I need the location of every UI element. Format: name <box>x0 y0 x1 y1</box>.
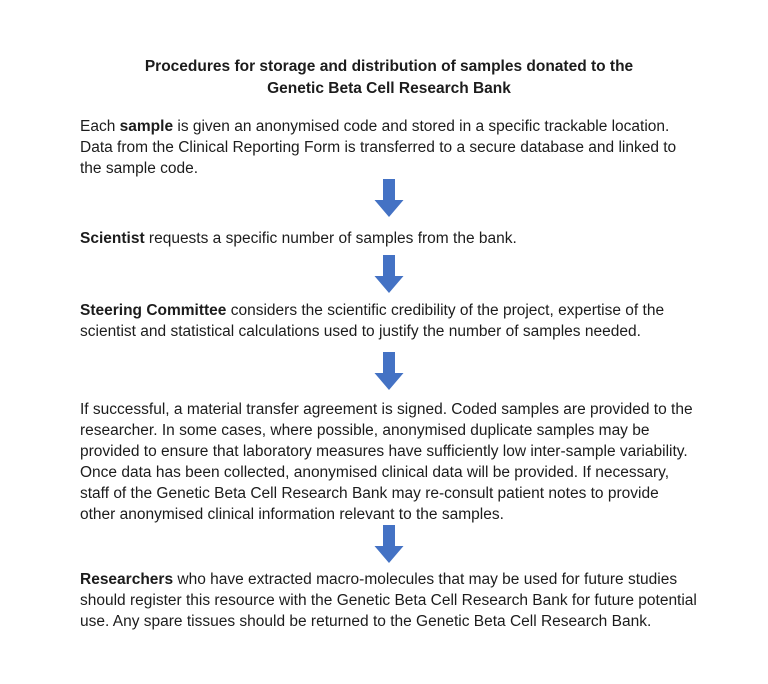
document-content <box>80 56 698 632</box>
page-title-line-2: Genetic Beta Cell Research Bank <box>267 80 511 97</box>
step-text: considers the scientific credibility of the project, expertise of the scientist and statistical calculations used to justify the number of samples needed. <box>80 302 665 340</box>
down-arrow-icon <box>369 525 409 563</box>
flow-step-sample-storage <box>80 116 698 179</box>
page-title <box>80 56 698 100</box>
flow-step-researchers-register <box>80 569 698 632</box>
page-title-line-1: Procedures for storage and distribution of samples donated to the <box>144 58 634 75</box>
step-keyword: Scientist <box>80 230 145 247</box>
flow-step-scientist-request <box>80 228 698 249</box>
flow-step-transfer-agreement <box>80 399 698 525</box>
step-keyword: Steering Committee <box>80 302 227 319</box>
flow-step-steering-committee <box>80 300 698 342</box>
down-arrow-icon <box>369 352 409 390</box>
flow-arrow-1 <box>80 179 698 217</box>
flow-arrow-4 <box>80 525 698 563</box>
step-keyword: Researchers <box>80 571 174 588</box>
step-text: requests a specific number of samples from the bank. <box>144 230 517 247</box>
step-text: who have extracted macro-molecules that may be used for future studies should register this resource with the Genetic Beta Cell Research Bank for future potential use. Any spare tissues should be returned to the Genetic Beta Cell Research Bank. <box>80 571 697 630</box>
down-arrow-icon <box>369 255 409 293</box>
flow-arrow-3 <box>80 352 698 390</box>
step-text: If successful, a material transfer agreement is signed. Coded samples are provided to the researcher. In some cases, where possible, anonymised duplicate samples may be provided to ensure that laboratory measures have sufficiently low inter-sample variability. Once data has been collected, anonymised clinical data will be provided. If necessary, staff of the Genetic Beta Cell Research Bank may re-consult patient notes to provide other anonymised clinical information relevant to the samples. <box>80 401 693 523</box>
step-text: Each <box>80 118 120 135</box>
step-text: is given an anonymised code and stored in a specific trackable location. Data from the Clinical Reporting Form is transferred to a secure database and linked to the sample code. <box>80 118 677 177</box>
step-keyword: sample <box>119 118 174 135</box>
flow-arrow-2 <box>80 255 698 293</box>
down-arrow-icon <box>369 179 409 217</box>
